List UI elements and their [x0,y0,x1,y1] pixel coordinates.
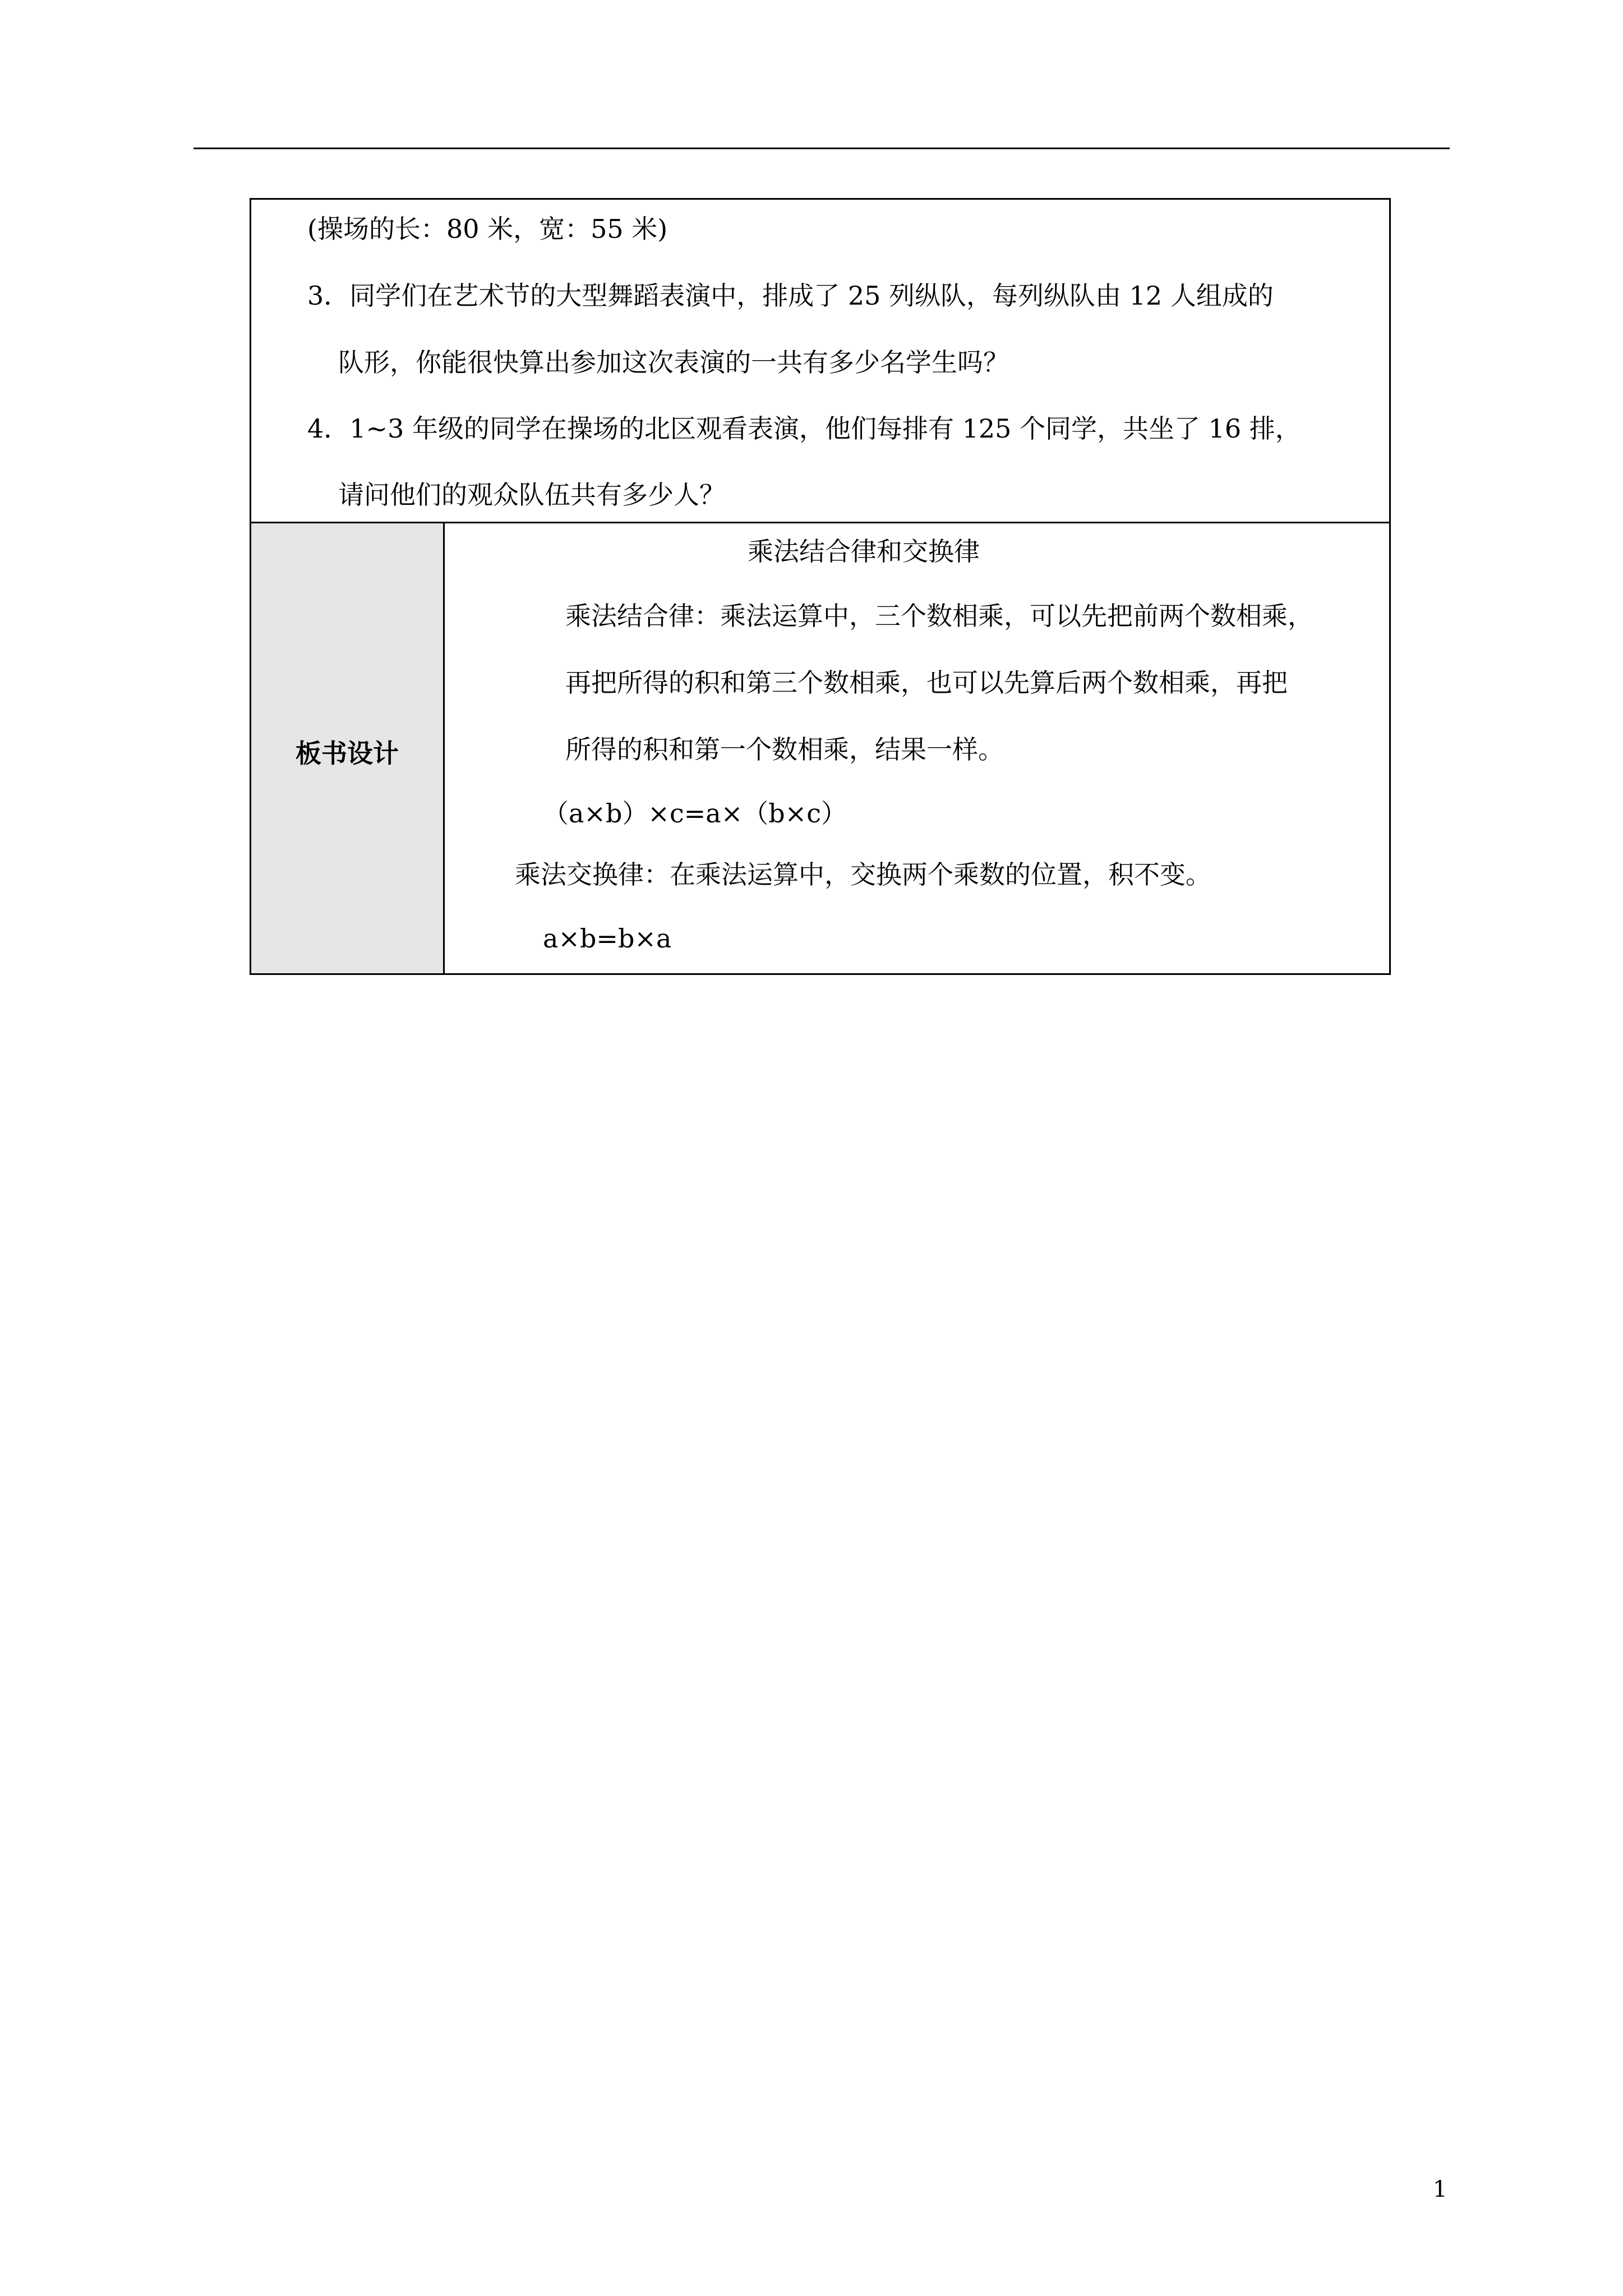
playground-dimensions: (操场的长：80 米，宽：55 米) [307,214,668,244]
problem-4-line-1: 4．1~3 年级的同学在操场的北区观看表演，他们每排有 125 个同学，共坐了 16 排， [307,413,1301,444]
board-design-label: 板书设计 [296,738,399,769]
associative-law-line-3: 所得的积和第一个数相乘，结果一样。 [565,734,1004,765]
associative-law-line-1: 乘法结合律：乘法运算中，三个数相乘，可以先把前两个数相乘， [565,601,1313,631]
header-rule [193,148,1450,149]
commutative-law-line: 乘法交换律：在乘法运算中，交换两个乘数的位置，积不变。 [515,859,1211,890]
board-design-row [251,523,1389,973]
problem-3-line-2: 队形，你能很快算出参加这次表演的一共有多少名学生吗？ [338,347,1009,378]
board-design-label-cell [251,523,445,973]
exercise-row [251,200,1389,523]
page-number: 1 [1433,2177,1447,2202]
commutative-law-formula: a×b=b×a [543,923,672,954]
board-design-title: 乘法结合律和交换律 [748,536,980,567]
problem-3-line-1: 3．同学们在艺术节的大型舞蹈表演中，排成了 25 列纵队，每列纵队由 12 人组成的 [307,280,1274,311]
associative-law-formula: （a×b）×c=a×（b×c） [543,798,847,829]
associative-law-line-2: 再把所得的积和第三个数相乘，也可以先算后两个数相乘，再把 [565,668,1288,698]
problem-4-line-2: 请问他们的观众队伍共有多少人？ [338,480,725,510]
lesson-table [250,198,1391,975]
